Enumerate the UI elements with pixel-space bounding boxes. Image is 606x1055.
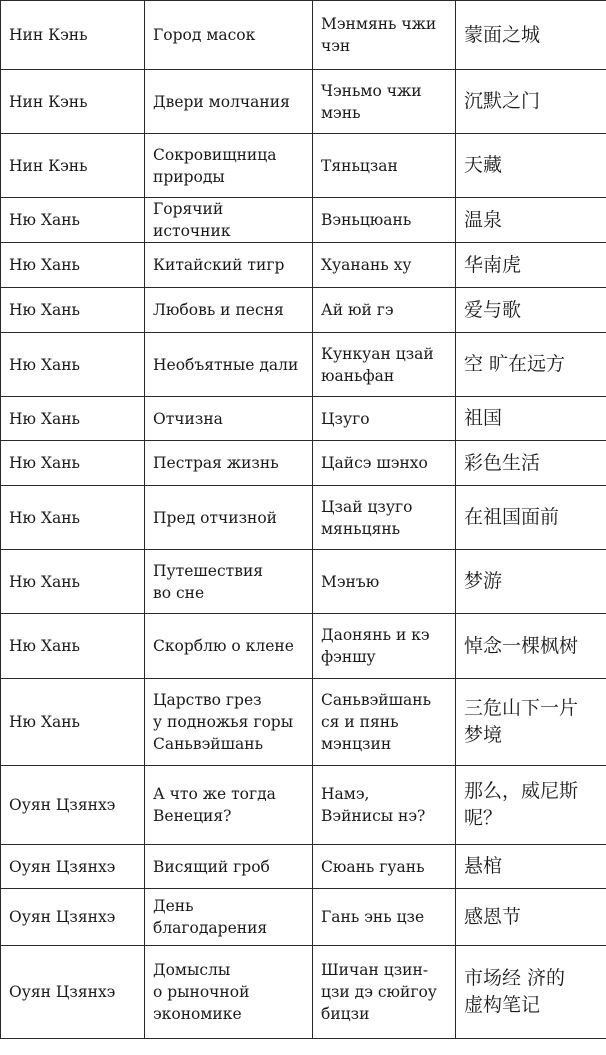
- table-row: [1, 288, 606, 333]
- author-cell: Ню Хань: [1, 243, 145, 288]
- author-cell: Оуян Цзянхэ: [1, 946, 145, 1039]
- chinese-title-cell: 空 旷在远方: [456, 333, 606, 397]
- russian-title-cell: Пестрая жизнь: [145, 441, 313, 486]
- table-row: [1, 134, 606, 198]
- pinyin-cell: Сюань гуань: [313, 845, 456, 889]
- russian-title-cell: Двери молчания: [145, 70, 313, 134]
- pinyin-cell: Шичан цзин- цзи дэ сюйгоу бицзи: [313, 946, 456, 1039]
- pinyin-cell: Мэнмянь чжи чэн: [313, 1, 456, 70]
- chinese-title-cell: 祖国: [456, 397, 606, 441]
- table-row: [1, 889, 606, 946]
- table-row: [1, 946, 606, 1039]
- russian-title-cell: Царство грез у подножья горы Саньвэйшань: [145, 679, 313, 766]
- author-cell: Нин Кэнь: [1, 134, 145, 198]
- author-cell: Ню Хань: [1, 397, 145, 441]
- chinese-title-cell: 蒙面之城: [456, 1, 606, 70]
- russian-title-cell: Домыслы о рыночной экономике: [145, 946, 313, 1039]
- table-row: [1, 198, 606, 243]
- table-row: [1, 845, 606, 889]
- pinyin-cell: Цайсэ шэнхо: [313, 441, 456, 486]
- table-row: [1, 397, 606, 441]
- author-cell: Ню Хань: [1, 288, 145, 333]
- russian-title-cell: Путешествия во сне: [145, 550, 313, 614]
- table-row: [1, 70, 606, 134]
- pinyin-cell: Мэнъю: [313, 550, 456, 614]
- russian-title-cell: Скорблю о клене: [145, 614, 313, 679]
- author-cell: Оуян Цзянхэ: [1, 766, 145, 845]
- table-row: [1, 243, 606, 288]
- chinese-title-cell: 那么，威尼斯 呢？: [456, 766, 606, 845]
- russian-title-cell: Необъятные дали: [145, 333, 313, 397]
- chinese-title-cell: 彩色生活: [456, 441, 606, 486]
- table-row: [1, 333, 606, 397]
- russian-title-cell: Любовь и песня: [145, 288, 313, 333]
- pinyin-cell: Саньвэйшань ся и пянь мэнцзин: [313, 679, 456, 766]
- russian-title-cell: Горячий источник: [145, 198, 313, 243]
- pinyin-cell: Цзай цзуго мяньцянь: [313, 486, 456, 550]
- pinyin-cell: Гань энь цзе: [313, 889, 456, 946]
- author-cell: Ню Хань: [1, 550, 145, 614]
- table-body: [1, 1, 606, 1039]
- russian-title-cell: Город масок: [145, 1, 313, 70]
- chinese-title-cell: 爱与歌: [456, 288, 606, 333]
- pinyin-cell: Тяньцзан: [313, 134, 456, 198]
- chinese-title-cell: 梦游: [456, 550, 606, 614]
- chinese-title-cell: 在祖国面前: [456, 486, 606, 550]
- author-cell: Оуян Цзянхэ: [1, 845, 145, 889]
- chinese-title-cell: 三危山下一片 梦境: [456, 679, 606, 766]
- chinese-title-cell: 天藏: [456, 134, 606, 198]
- chinese-title-cell: 悼念一棵枫树: [456, 614, 606, 679]
- pinyin-cell: Кункуан цзай юаньфан: [313, 333, 456, 397]
- russian-title-cell: Отчизна: [145, 397, 313, 441]
- russian-title-cell: А что же тогда Венеция?: [145, 766, 313, 845]
- chinese-title-cell: 温泉: [456, 198, 606, 243]
- russian-title-cell: Висящий гроб: [145, 845, 313, 889]
- chinese-title-cell: 悬棺: [456, 845, 606, 889]
- author-cell: Нин Кэнь: [1, 70, 145, 134]
- author-cell: Оуян Цзянхэ: [1, 889, 145, 946]
- author-cell: Ню Хань: [1, 614, 145, 679]
- russian-title-cell: День благодарения: [145, 889, 313, 946]
- pinyin-cell: Намэ, Вэйнисы нэ?: [313, 766, 456, 845]
- russian-title-cell: Пред отчизной: [145, 486, 313, 550]
- pinyin-cell: Цзуго: [313, 397, 456, 441]
- pinyin-cell: Хуанань ху: [313, 243, 456, 288]
- author-cell: Ню Хань: [1, 486, 145, 550]
- table-row: [1, 441, 606, 486]
- pinyin-cell: Ай юй гэ: [313, 288, 456, 333]
- pinyin-cell: Вэньцюань: [313, 198, 456, 243]
- chinese-title-cell: 感恩节: [456, 889, 606, 946]
- author-cell: Ню Хань: [1, 198, 145, 243]
- table-row: [1, 614, 606, 679]
- table-row: [1, 550, 606, 614]
- author-cell: Ню Хань: [1, 441, 145, 486]
- table-row: [1, 1, 606, 70]
- author-cell: Ню Хань: [1, 679, 145, 766]
- russian-title-cell: Сокровищница природы: [145, 134, 313, 198]
- pinyin-cell: Даонянь и кэ фэншу: [313, 614, 456, 679]
- russian-title-cell: Китайский тигр: [145, 243, 313, 288]
- table-row: [1, 766, 606, 845]
- chinese-title-cell: 华南虎: [456, 243, 606, 288]
- chinese-title-cell: 市场经 济的 虚构笔记: [456, 946, 606, 1039]
- author-cell: Ню Хань: [1, 333, 145, 397]
- table-row: [1, 486, 606, 550]
- chinese-title-cell: 沉默之门: [456, 70, 606, 134]
- pinyin-cell: Чэньмо чжи мэнь: [313, 70, 456, 134]
- author-cell: Нин Кэнь: [1, 1, 145, 70]
- table-row: [1, 679, 606, 766]
